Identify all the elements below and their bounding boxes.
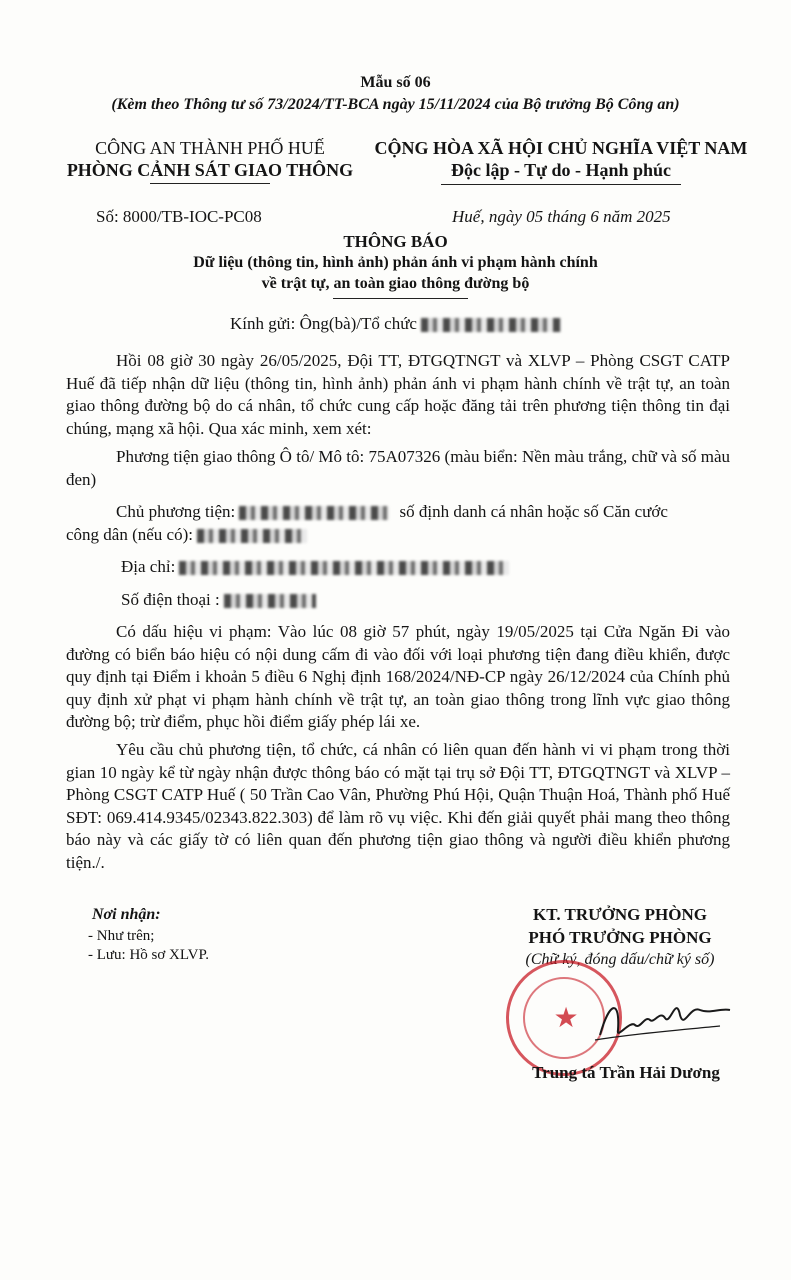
address-label: Địa chỉ: (121, 557, 176, 576)
phone-line (66, 589, 736, 611)
recipient-item-2: - Lưu: Hồ sơ XLVP. (88, 947, 209, 963)
vehicle-paragraph: Phương tiện giao thông Ô tô/ Mô tô: 75A07326 (màu biển: Nền màu trắng, chữ và số màu đen) (66, 447, 730, 489)
signer-name: Trung tá Trần Hải Dương (532, 1063, 720, 1082)
owner-id-text: số định danh cá nhân hoặc số Căn cước (399, 502, 668, 521)
document-subtitle-1: Dữ liệu (thông tin, hình ảnh) phản ánh vi phạm hành chính (193, 254, 598, 271)
recipient-item-1: - Như trên; (88, 928, 155, 944)
owner-id-line (66, 524, 736, 546)
recipient-label: Kính gửi: Ông(bà)/Tổ chức (230, 314, 417, 333)
owner-id-label: công dân (nếu có): (66, 525, 193, 544)
nation-motto: Độc lập - Tự do - Hạnh phúc (450, 160, 672, 180)
sign-title-2: PHÓ TRƯỞNG PHÒNG (528, 928, 712, 947)
motto-underline (441, 184, 681, 185)
star-icon: ★ (553, 1003, 579, 1034)
agency-underline (150, 183, 270, 184)
redacted-owner-id (197, 529, 307, 543)
sign-title-1: KT. TRƯỞNG PHÒNG (533, 905, 707, 924)
phone-label: Số điện thoại : (121, 590, 220, 609)
violation-paragraph: Có dấu hiệu vi phạm: Vào lúc 08 giờ 57 phút, ngày 19/05/2025 tại Cửa Ngăn Đi vào đường có biển báo hiệu có nội dung cấm đi vào đối với loại phương tiện đang điều khiển, được quy định tại Điểm i khoản 5 điều 6 Nghị định 168/2024/NĐ-CP ngày 26/12/2024 của Chính phủ quy định xử phạt vi phạm hành chính về trật tự, an toàn giao thông trong lĩnh vực giao thông đường bộ; trừ điểm, phục hồi điểm giấy phép lái xe. (66, 622, 730, 732)
owner-label: Chủ phương tiện: (116, 502, 236, 521)
recipient-line (230, 314, 561, 334)
recipients-title: Nơi nhận: (92, 906, 161, 923)
owner-line (66, 501, 736, 523)
sign-note: (Chữ ký, đóng dấu/chữ ký số) (525, 951, 715, 968)
document-number: Số: 8000/TB-IOC-PC08 (96, 207, 262, 226)
form-reference: (Kèm theo Thông tư số 73/2024/TT-BCA ngày 15/11/2024 của Bộ trưởng Bộ Công an) (111, 96, 680, 113)
intro-paragraph: Hồi 08 giờ 30 ngày 26/05/2025, Đội TT, ĐTGQTNGT và XLVP – Phòng CSGT CATP Huế đã tiếp nhận dữ liệu (thông tin, hình ảnh) phản ánh vi phạm hành chính về trật tự, an toàn giao thông đường bộ do cá nhân, tổ chức cung cấp hoặc đăng tải trên phương tiện thông tin đại chúng, mạng xã hội. Qua xác minh, xem xét: (66, 351, 730, 438)
redacted-recipient (421, 318, 561, 332)
redacted-phone (224, 594, 316, 608)
agency-name: CÔNG AN THÀNH PHỐ HUẾ (95, 138, 325, 158)
redacted-address (179, 561, 509, 575)
form-number: Mẫu số 06 (360, 74, 431, 91)
request-paragraph: Yêu cầu chủ phương tiện, tổ chức, cá nhân có liên quan đến hành vi vi phạm trong thời gian 10 ngày kể từ ngày nhận được thông báo có mặt tại trụ sở Đội TT, ĐTGQTNGT và XLVP – Phòng CSGT CATP Huế ( 50 Trần Cao Vân, Phường Phú Hội, Quận Thuận Hoá, Thành phố Huế SĐT: 069.414.9345/02343.822.303) để làm rõ vụ việc. Khi đến giải quyết phải mang theo thông báo này và các giấy tờ có liên quan đến phương tiện giao thông và người điều khiển phương tiện./. (66, 740, 730, 872)
document-subtitle-2: về trật tự, an toàn giao thông đường bộ (261, 275, 530, 292)
address-line (66, 556, 736, 578)
handwritten-signature (590, 990, 740, 1050)
redacted-owner-name (239, 506, 389, 520)
title-underline (333, 298, 468, 299)
nation-title: CỘNG HÒA XÃ HỘI CHỦ NGHĨA VIỆT NAM (374, 138, 748, 158)
document-title: THÔNG BÁO (343, 232, 448, 251)
document-date: Huế, ngày 05 tháng 6 năm 2025 (452, 207, 671, 226)
department-name: PHÒNG CẢNH SÁT GIAO THÔNG (66, 160, 354, 180)
